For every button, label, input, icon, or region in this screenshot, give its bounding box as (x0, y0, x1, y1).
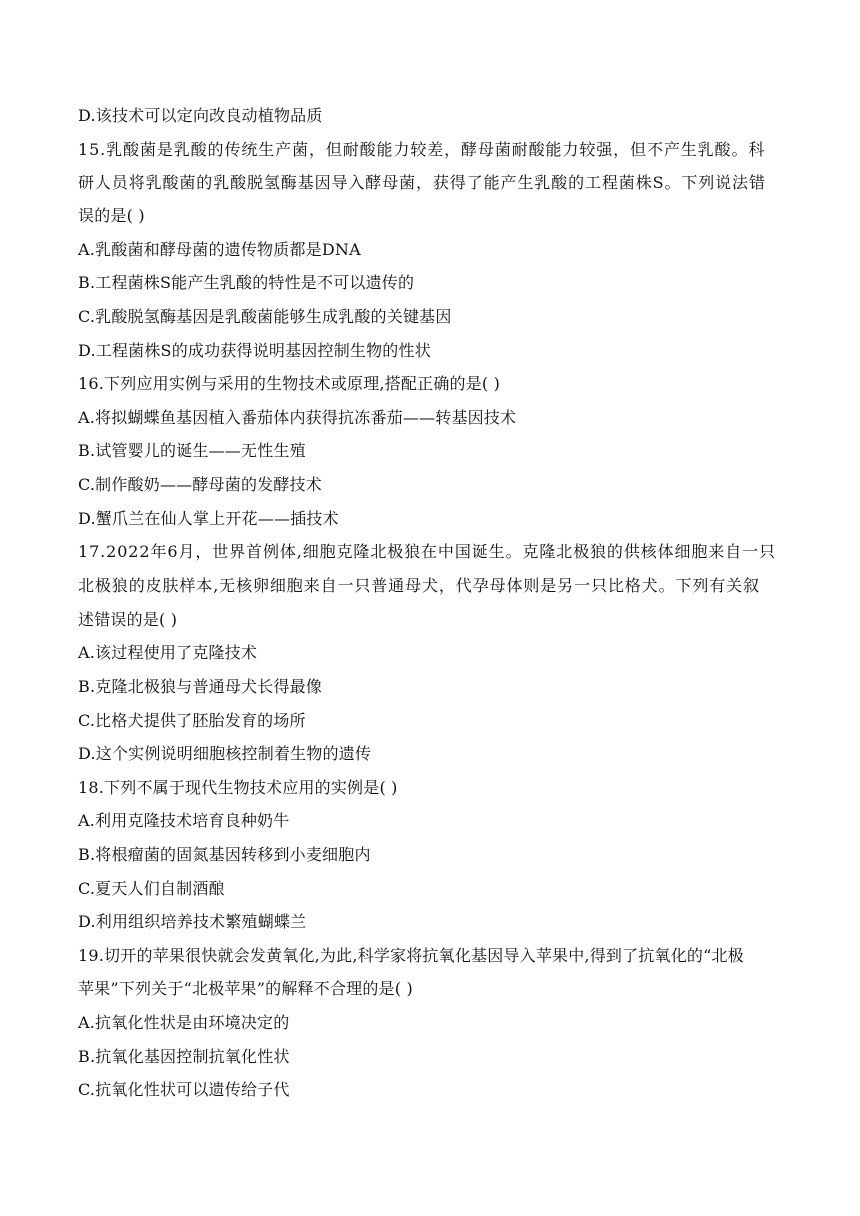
option-b-q16: B.试管婴儿的诞生——无性生殖 (78, 441, 306, 460)
question-15-line-3: 误的是( ) (78, 206, 145, 225)
question-18: 18.下列不属于现代生物技术应用的实例是( ) (78, 778, 398, 797)
question-17-line-1: 17.2022年6月，世界首例体,细胞克隆北极狼在中国诞生。克隆北极狼的供核体细胞来自一只 (78, 542, 776, 561)
option-d-q16: D.蟹爪兰在仙人掌上开花——插技术 (78, 509, 339, 528)
option-d-q17: D.这个实例说明细胞核控制着生物的遗传 (78, 744, 372, 763)
option-c-q19: C.抗氧化性状可以遗传给子代 (78, 1080, 290, 1099)
option-c-q15: C.乳酸脱氢酶基因是乳酸菌能够生成乳酸的关键基因 (78, 307, 452, 326)
option-b-q17: B.克隆北极狼与普通母犬长得最像 (78, 677, 323, 696)
question-19-line-2: 苹果”下列关于“北极苹果”的解释不合理的是( ) (78, 979, 413, 998)
option-d-q14: D.该技术可以定向改良动植物品质 (78, 106, 323, 125)
option-a-q18: A.利用克隆技术培育良种奶牛 (78, 811, 290, 830)
option-a-q15: A.乳酸菌和酵母菌的遗传物质都是DNA (78, 240, 361, 259)
option-c-q17: C.比格犬提供了胚胎发育的场所 (78, 711, 306, 730)
option-c-q16: C.制作酸奶——酵母菌的发酵技术 (78, 475, 322, 494)
option-a-q19: A.抗氧化性状是由环境决定的 (78, 1013, 290, 1032)
option-a-q16: A.将拟蝴蝶鱼基因植入番茄体内获得抗冻番茄——转基因技术 (78, 408, 517, 427)
question-17-line-3: 述错误的是( ) (78, 610, 178, 629)
option-b-q19: B.抗氧化基因控制抗氧化性状 (78, 1047, 290, 1066)
option-a-q17: A.该过程使用了克隆技术 (78, 643, 258, 662)
option-b-q18: B.将根瘤菌的固氮基因转移到小麦细胞内 (78, 845, 371, 864)
question-15-line-2: 研人员将乳酸菌的乳酸脱氢酶基因导入酵母菌，获得了能产生乳酸的工程菌株S。下列说法错 (78, 173, 766, 192)
option-d-q15: D.工程菌株S的成功获得说明基因控制生物的性状 (78, 341, 431, 360)
option-c-q18: C.夏天人们自制酒酿 (78, 879, 225, 898)
question-15-line-1: 15.乳酸菌是乳酸的传统生产菌，但耐酸能力较差，酵母菌耐酸能力较强，但不产生乳酸。科 (78, 140, 766, 159)
option-b-q15: B.工程菌株S能产生乳酸的特性是不可以遗传的 (78, 273, 415, 292)
option-d-q18: D.利用组织培养技术繁殖蝴蝶兰 (78, 912, 307, 931)
question-16: 16.下列应用实例与采用的生物技术或原理,搭配正确的是( ) (78, 374, 501, 393)
question-19-line-1: 19.切开的苹果很快就会发黄氧化,为此,科学家将抗氧化基因导入苹果中,得到了抗氧化的“北极 (78, 946, 744, 965)
question-17-line-2: 北极狼的皮肤样本,无核卵细胞来自一只普通母犬，代孕母体则是另一只比格犬。下列有关叙 (78, 576, 760, 595)
